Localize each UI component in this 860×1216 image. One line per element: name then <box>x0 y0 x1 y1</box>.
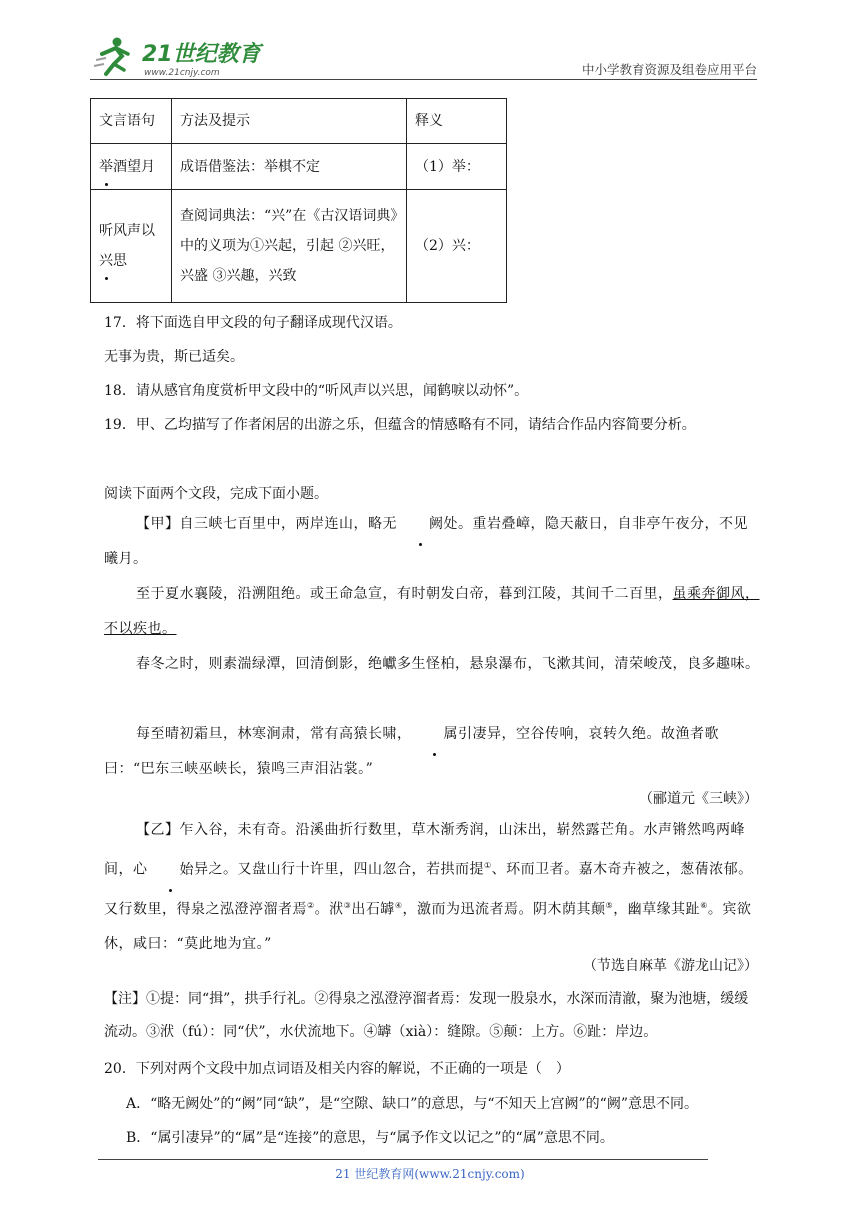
method-cell: 查阅词典法：“兴”在《古汉语词典》中的义项为①兴起，引起 ②兴旺，兴盛 ③兴趣，兴致 <box>172 190 407 303</box>
underlined-sentence: 虽乘奔御风，不以疾也。 <box>104 586 760 637</box>
header-cell: 文言语句 <box>91 99 172 144</box>
source-yi: （节选自麻革《游龙山记》） <box>583 958 758 974</box>
source-jia: （郦道元《三峡》） <box>639 791 758 807</box>
table-header-row <box>91 99 507 144</box>
vocab-table <box>90 98 507 303</box>
passage-jia-p3: 春冬之时，则素湍绿潭，回清倒影，绝巘多生怪柏，悬泉瀑布，飞漱其间，清荣峻茂，良多趣味。 <box>136 656 760 672</box>
emphasis-dot-char: 兴 <box>99 246 113 276</box>
question-17: 17．将下面选自甲文段的句子翻译成现代汉语。 <box>104 315 402 331</box>
question-17-sentence: 无事为贵，斯已适矣。 <box>104 349 244 365</box>
question-18: 18．请从感官角度赏析甲文段中的“听风声以兴思，闻鹤唳以动怀”。 <box>104 383 529 399</box>
annotation-note: 【注】①提：同“揖”，拱手行礼。②得泉之泓澄渟溜者焉：发现一股泉水，水深而清澈，聚为池塘，缓缓流动。③洑（fú）：同“伏”，水伏流地下。④罅（xià）：缝隙。⑤颠：上方。⑥趾：岸边。 <box>104 991 749 1040</box>
logo-title: 21世纪教育 <box>142 42 261 67</box>
platform-name: 中小学教育资源及组卷应用平台 <box>581 62 757 77</box>
footer-text: 21 世纪教育网(www.21cnjy.com) <box>335 1167 525 1181</box>
header-cell: 释义 <box>407 99 507 144</box>
option-a: A．“略无阙处”的“阙”同“缺”，是“空隙、缺口”的意思，与“不知天上宫阙”的“阙”意思不同。 <box>126 1096 698 1112</box>
option-b: B．“属引凄异”的“属”是“连接”的意思，与“属予作文以记之”的“属”意思不同。 <box>126 1130 614 1146</box>
meaning-cell: （1）举： <box>407 144 507 190</box>
emphasis-dot-char: 举 <box>99 152 113 182</box>
question-20: 20．下列对两个文段中加点词语及相关内容的解说，不正确的一项是（ ） <box>104 1061 570 1077</box>
table-row <box>91 144 507 190</box>
footer-divider <box>98 1159 708 1160</box>
sentence-cell: 举酒望月 <box>91 144 172 190</box>
passage-yi: 【乙】乍入谷，未有奇。沿溪曲折行数里，草木渐秀润，山沫出，崭然露芒角。水声锵然鸣两峰间，心 始异之。又盘山行十许里，四山忽合，若拱而提①、环而卫者。嘉木奇卉被之，葱蒨浓郁。又行数里，得泉之泓澄渟溜者焉②。洑③出石罅④，激而为迅流者焉。阴木荫其颠⑤，幽草缘其趾⑥。宾欲休，咸曰：“莫此地为宜。” <box>104 822 753 953</box>
method-cell: 成语借鉴法：举棋不定 <box>172 144 407 190</box>
sentence-cell: 听风声以 兴思 <box>91 190 172 303</box>
meaning-cell: （2）兴： <box>407 190 507 303</box>
passage-jia-p1: 【甲】自三峡七百里中，两岸连山，略无 阙处。重岩叠嶂，隐天蔽日，自非亭午夜分，不见曦月。 <box>104 507 760 577</box>
reading-intro: 阅读下面两个文段，完成下面小题。 <box>104 486 328 502</box>
table-row <box>91 190 507 303</box>
logo-url: www.21cnjy.com <box>144 68 220 78</box>
site-logo <box>92 34 264 80</box>
header-cell: 方法及提示 <box>172 99 407 144</box>
question-19: 19．甲、乙均描写了作者闲居的出游之乐，但蕴含的情感略有不同，请结合作品内容简要分析。 <box>104 417 696 433</box>
passage-jia-p2: 至于夏水襄陵，沿溯阻绝。或王命急宣，有时朝发白帝，暮到江陵，其间千二百里，虽乘奔御风，不以疾也。 <box>104 586 760 637</box>
passage-jia-p4: 每至晴初霜旦，林寒涧肃，常有高猿长啸， 属引凄异，空谷传响，哀转久绝。故渔者歌曰：“巴东三峡巫峡长，猿鸣三声泪沾裳。” <box>104 717 760 787</box>
header-divider <box>90 79 757 80</box>
